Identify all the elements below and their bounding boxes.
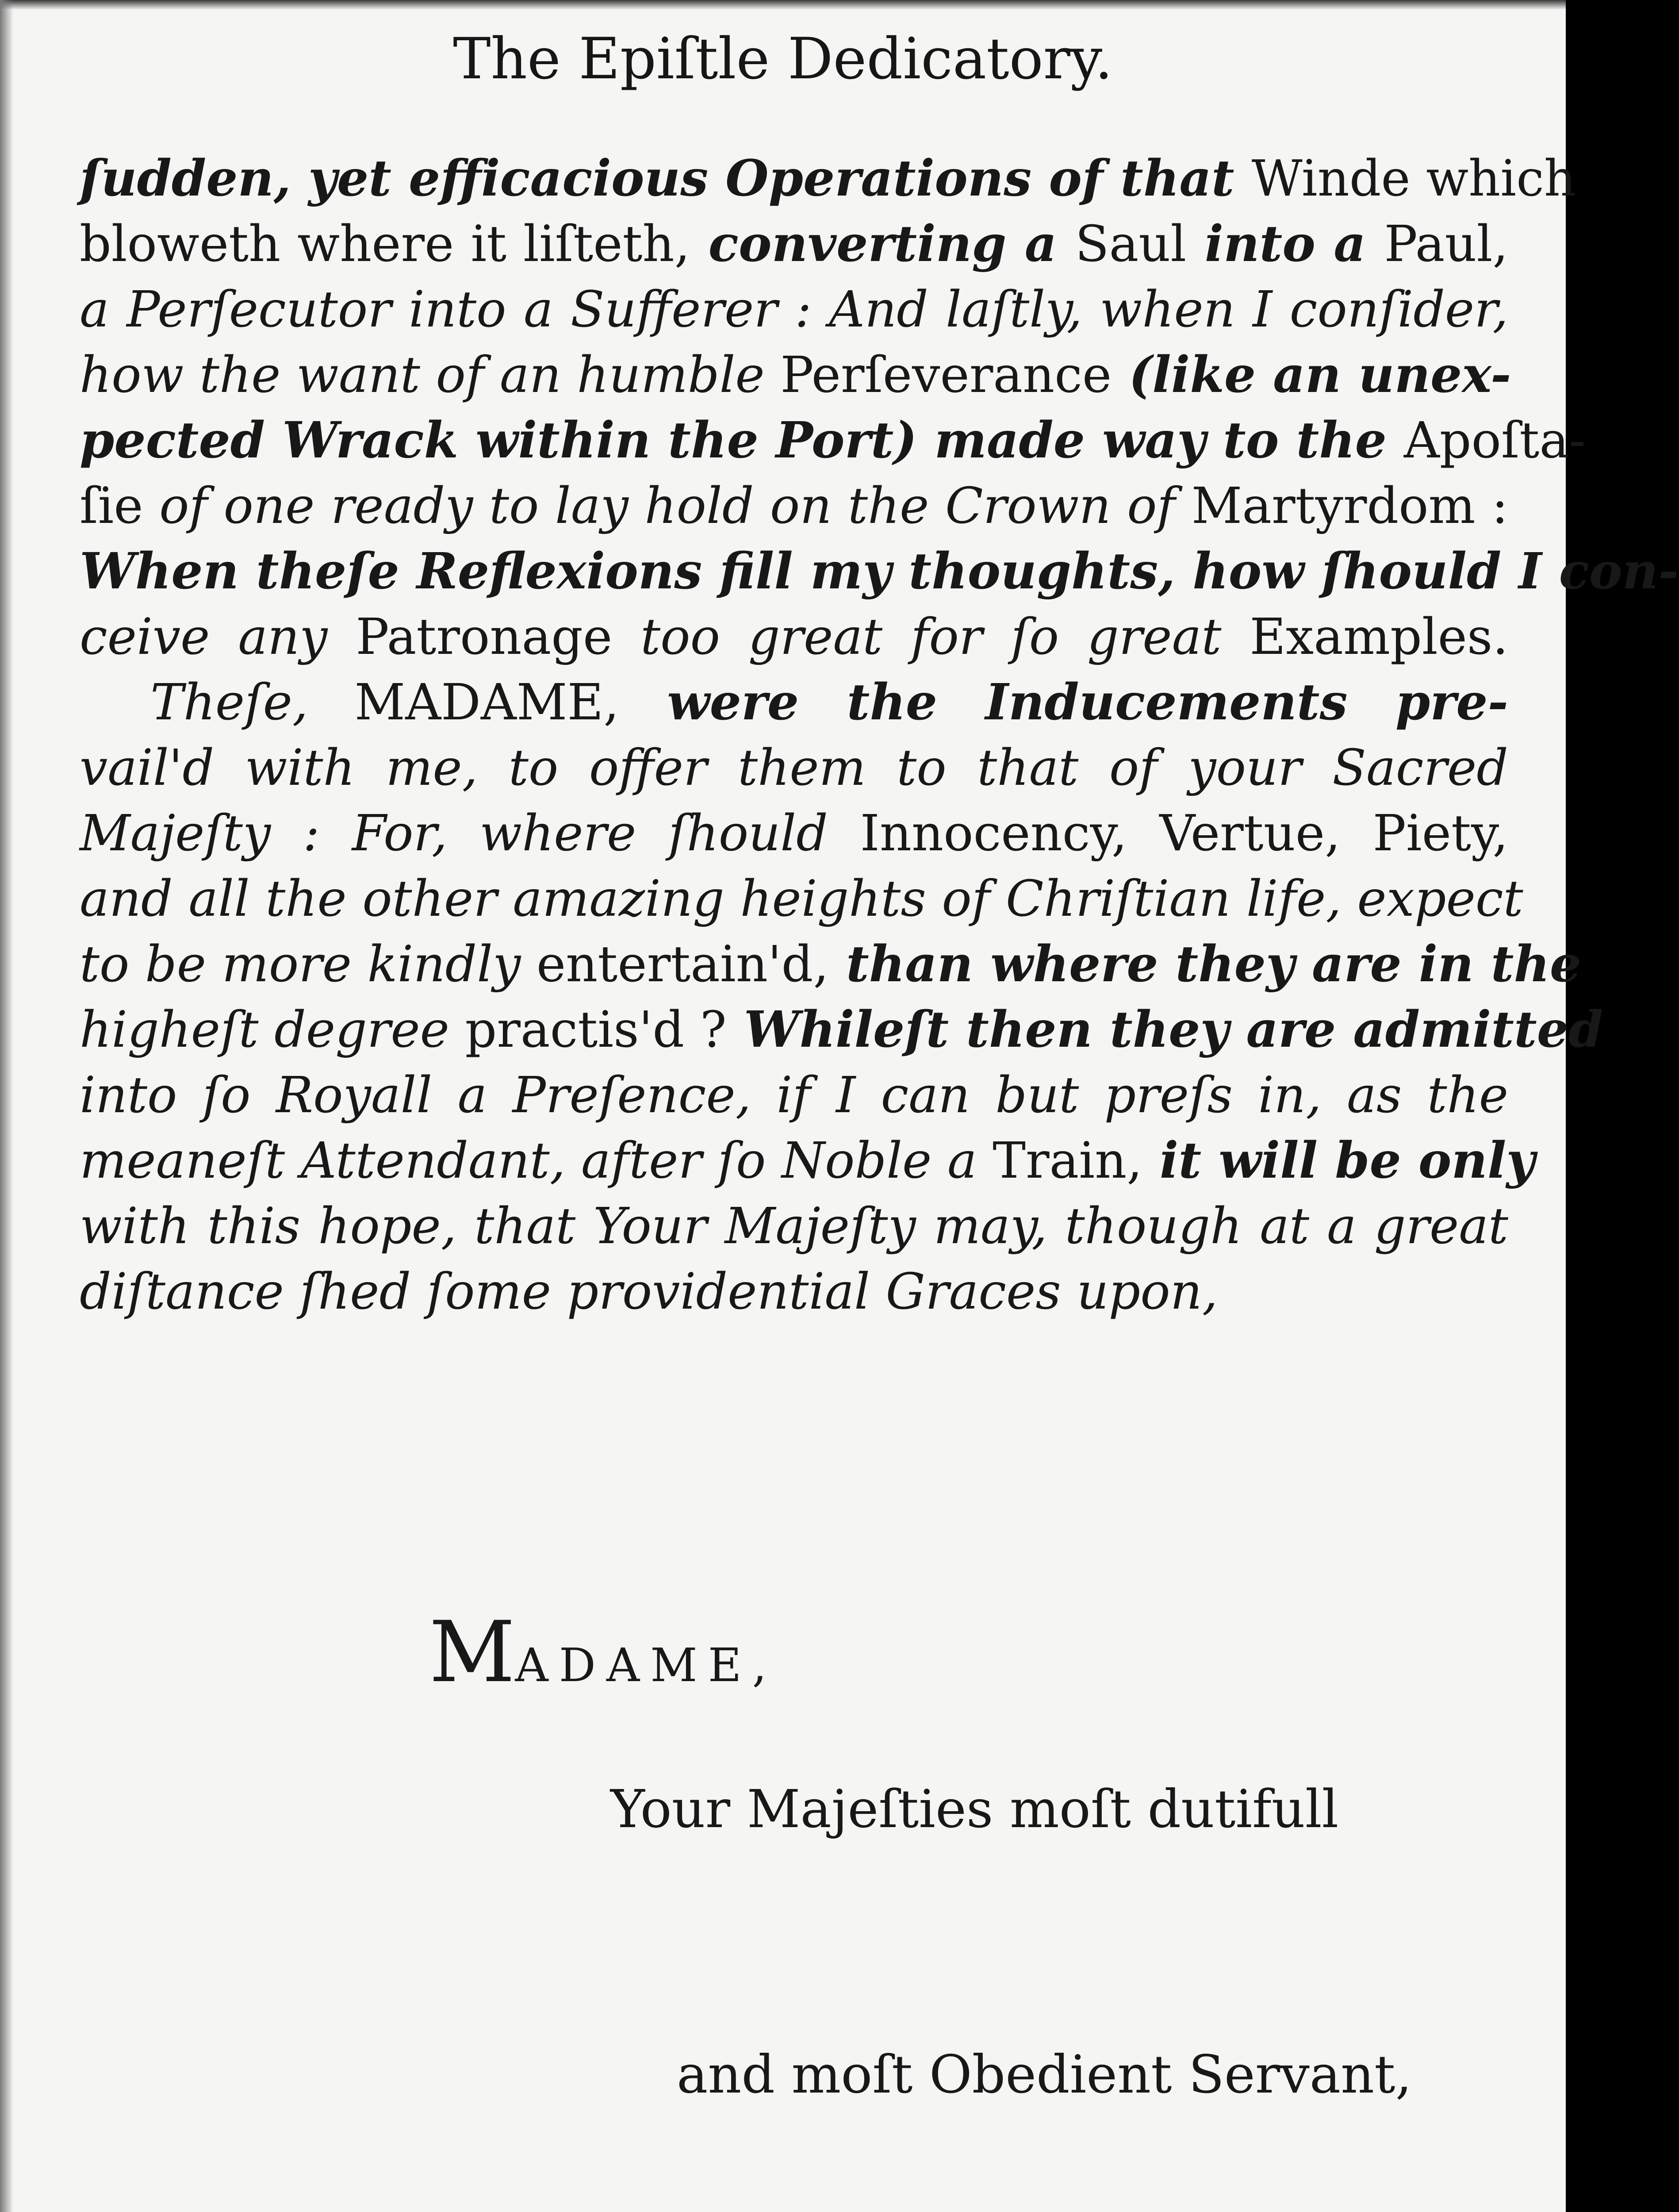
salutation-rest: ADAME, (515, 1638, 778, 1692)
text-line: Majeſty : For, where ſhould Innocency, Vertue, Piety, (80, 805, 1508, 862)
text-line: higheſt degree practis'd ? Whileſt then they are admitted (80, 1001, 1603, 1059)
text-line: ſie of one ready to lay hold on the Crown of Martyrdom : (80, 477, 1508, 535)
text-line: bloweth where it liſteth, converting a Saul into a Paul, (80, 215, 1508, 273)
text-line: and all the other amazing heights of Chriſtian life, expect (80, 870, 1523, 928)
text-line: meaneſt Attendant, after ſo Noble a Train, it will be only (80, 1132, 1535, 1190)
running-head: The Epiſtle Dedicatory. (453, 26, 1113, 92)
salutation-initial: M (429, 1603, 515, 1701)
text-line: diſtance ſhed ſome providential Graces upon, (80, 1263, 1218, 1321)
text-line: ceive any Patronage too great for ſo great Examples. (80, 608, 1509, 666)
scan-edge-left (0, 0, 13, 2212)
text-line: with this hope, that Your Majeſty may, though at a great (80, 1198, 1508, 1255)
text-line: a Perſecutor into a Sufferer : And laſtly, when I conſider, (80, 281, 1508, 338)
text-line: to be more kindly entertain'd, than where they are in the (80, 935, 1582, 993)
scan-edge-top (0, 0, 1566, 10)
text-line: into ſo Royall a Preſence, if I can but preſs in, as the (80, 1067, 1508, 1124)
salutation (429, 1603, 778, 1701)
valediction-line-2: and moſt Obedient Servant, (677, 2044, 1412, 2105)
text-line: how the want of an humble Perſeverance (like an unex- (80, 346, 1511, 404)
dedication-body (80, 146, 1679, 1325)
text-line: When theſe Reflexions fill my thoughts, how ſhould I con- (80, 542, 1679, 600)
text-line: Theſe, MADAME, were the Inducements pre- (150, 673, 1508, 731)
text-line: pected Wrack within the Port) made way to the Apoſta- (80, 411, 1586, 469)
text-line: vail'd with me, to offer them to that of your Sacred (80, 739, 1508, 797)
valediction-line-1: Your Majeſties moſt dutifull (610, 1778, 1339, 1839)
text-line: ſudden, yet efficacious Operations of that Winde which (80, 150, 1576, 207)
